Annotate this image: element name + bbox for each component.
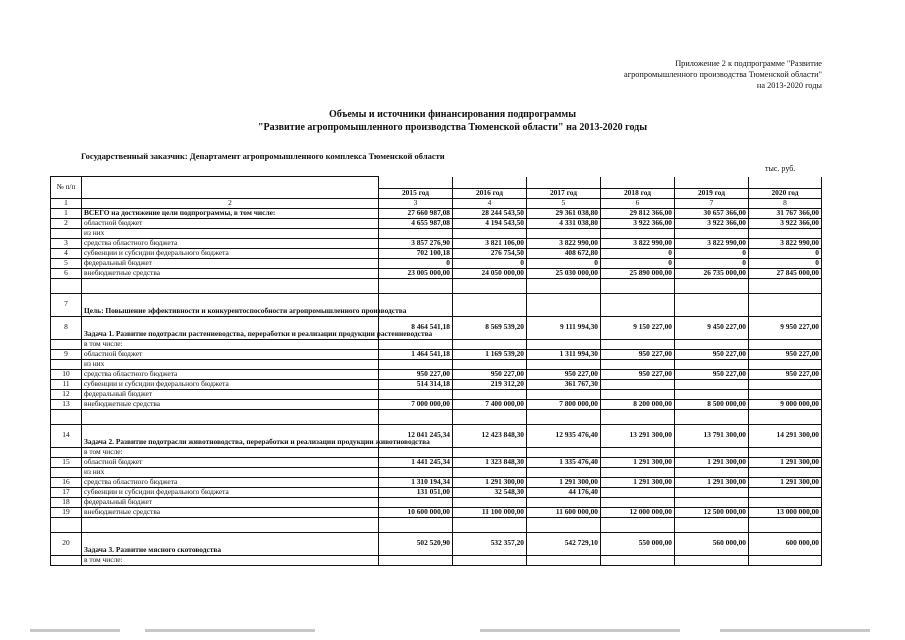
value-cell: 1 310 194,34 xyxy=(379,477,453,487)
row-number: 11 xyxy=(51,379,82,389)
value-cell: 12 000 000,00 xyxy=(601,507,675,517)
value-cell: 276 754,50 xyxy=(453,248,527,258)
column-number: 3 xyxy=(379,198,453,208)
value-cell: 25 890 000,00 xyxy=(601,268,675,278)
col-num-header: № п/п xyxy=(51,177,82,199)
value-cell: 9 150 227,00 xyxy=(601,316,675,339)
value-cell: 14 291 300,00 xyxy=(749,424,822,447)
value-cell: 950 227,00 xyxy=(749,349,822,359)
value-cell: 9 111 994,30 xyxy=(527,316,601,339)
value-cell: 3 821 106,00 xyxy=(453,238,527,248)
value-cell: 4 331 038,80 xyxy=(527,218,601,228)
row-number: 2 xyxy=(51,218,82,228)
value-cell: 1 335 476,40 xyxy=(527,457,601,467)
value-cell: 7 400 000,00 xyxy=(453,399,527,409)
value-cell xyxy=(601,379,675,389)
value-cell xyxy=(453,447,527,457)
value-cell: 8 200 000,00 xyxy=(601,399,675,409)
value-cell: 950 227,00 xyxy=(601,349,675,359)
year-header: 2016 год xyxy=(453,188,527,198)
value-cell: 44 176,40 xyxy=(527,487,601,497)
row-number: 10 xyxy=(51,369,82,379)
value-cell xyxy=(527,389,601,399)
value-cell: 131 051,00 xyxy=(379,487,453,497)
value-cell: 3 822 990,00 xyxy=(675,238,749,248)
spacer-row xyxy=(51,278,822,293)
value-cell: 0 xyxy=(749,258,822,268)
unit-label: тыс. руб. xyxy=(765,164,796,173)
value-cell: 3 857 276,90 xyxy=(379,238,453,248)
appendix-line: на 2013-2020 годы xyxy=(756,81,822,90)
value-cell xyxy=(749,487,822,497)
value-cell: 550 000,00 xyxy=(601,532,675,555)
table-row xyxy=(51,369,822,379)
value-cell xyxy=(675,447,749,457)
value-cell: 0 xyxy=(601,258,675,268)
value-cell xyxy=(527,447,601,457)
value-cell xyxy=(453,228,527,238)
row-number xyxy=(51,447,82,457)
row-label: из них xyxy=(82,467,379,477)
value-cell xyxy=(527,359,601,369)
value-cell xyxy=(453,389,527,399)
row-number: 9 xyxy=(51,349,82,359)
value-cell xyxy=(601,555,675,565)
table-row xyxy=(51,447,822,457)
value-cell xyxy=(601,228,675,238)
value-cell: 514 314,18 xyxy=(379,379,453,389)
value-cell: 10 600 000,00 xyxy=(379,507,453,517)
row-label: из них xyxy=(82,359,379,369)
table-row xyxy=(51,555,822,565)
value-cell xyxy=(675,467,749,477)
value-cell: 11 100 000,00 xyxy=(453,507,527,517)
value-cell xyxy=(379,389,453,399)
row-number xyxy=(51,339,82,349)
value-cell xyxy=(675,359,749,369)
table-row xyxy=(51,258,822,268)
table-body xyxy=(51,208,822,565)
column-number: 1 xyxy=(51,198,82,208)
value-cell: 3 822 990,00 xyxy=(749,238,822,248)
value-cell: 31 767 366,00 xyxy=(749,208,822,218)
value-cell: 13 000 000,00 xyxy=(749,507,822,517)
value-cell: 950 227,00 xyxy=(601,369,675,379)
value-cell: 0 xyxy=(675,258,749,268)
value-cell: 502 520,90 xyxy=(379,532,453,555)
row-number: 14 xyxy=(51,424,82,447)
value-cell xyxy=(453,497,527,507)
header-row xyxy=(51,177,822,189)
row-label: внебюджетные средства xyxy=(82,399,379,409)
row-number: 1 xyxy=(51,208,82,218)
value-cell xyxy=(379,555,453,565)
value-cell: 25 030 000,00 xyxy=(527,268,601,278)
value-cell: 28 244 543,50 xyxy=(453,208,527,218)
value-cell: 950 227,00 xyxy=(675,349,749,359)
table-row xyxy=(51,293,822,316)
row-label: федеральный бюджет xyxy=(82,389,379,399)
value-cell xyxy=(601,467,675,477)
value-cell xyxy=(527,555,601,565)
value-cell: 3 822 990,00 xyxy=(527,238,601,248)
value-cell: 950 227,00 xyxy=(675,369,749,379)
row-label: субвенции и субсидии федерального бюджета xyxy=(82,487,379,497)
year-header: 2020 год xyxy=(749,188,822,198)
row-label: в том числе: xyxy=(82,339,379,349)
scan-artifact xyxy=(30,629,120,632)
row-number xyxy=(51,228,82,238)
row-number: 13 xyxy=(51,399,82,409)
value-cell: 24 050 000,00 xyxy=(453,268,527,278)
value-cell: 30 657 366,00 xyxy=(675,208,749,218)
value-cell: 1 291 300,00 xyxy=(675,457,749,467)
row-label: субвенции и субсидии федерального бюджета xyxy=(82,379,379,389)
value-cell xyxy=(749,555,822,565)
table-row xyxy=(51,339,822,349)
value-cell xyxy=(601,293,675,316)
value-cell: 1 311 994,30 xyxy=(527,349,601,359)
value-cell xyxy=(601,447,675,457)
scan-artifact xyxy=(480,629,680,632)
document-title xyxy=(0,109,905,134)
value-cell: 950 227,00 xyxy=(453,369,527,379)
value-cell xyxy=(675,293,749,316)
column-number: 6 xyxy=(601,198,675,208)
value-cell: 1 291 300,00 xyxy=(749,477,822,487)
column-number: 2 xyxy=(82,198,379,208)
value-cell xyxy=(379,467,453,477)
value-cell: 8 569 539,20 xyxy=(453,316,527,339)
row-label: областной бюджет xyxy=(82,218,379,228)
value-cell: 1 291 300,00 xyxy=(527,477,601,487)
table-row xyxy=(51,218,822,228)
row-label: областной бюджет xyxy=(82,457,379,467)
value-cell: 29 812 366,00 xyxy=(601,208,675,218)
value-cell: 4 194 543,50 xyxy=(453,218,527,228)
value-cell: 0 xyxy=(675,248,749,258)
table-row xyxy=(51,238,822,248)
value-cell xyxy=(379,339,453,349)
title-line: Объемы и источники финансирования подпрограммы xyxy=(328,109,577,120)
year-header: 2018 год xyxy=(601,188,675,198)
value-cell xyxy=(749,379,822,389)
value-cell: 1 291 300,00 xyxy=(749,457,822,467)
value-cell xyxy=(527,228,601,238)
value-cell: 3 922 366,00 xyxy=(749,218,822,228)
value-cell: 600 000,00 xyxy=(749,532,822,555)
column-number: 8 xyxy=(749,198,822,208)
value-cell: 0 xyxy=(379,258,453,268)
value-cell: 219 312,20 xyxy=(453,379,527,389)
value-cell xyxy=(379,447,453,457)
value-cell: 1 291 300,00 xyxy=(601,457,675,467)
year-header: 2015 год xyxy=(379,188,453,198)
value-cell xyxy=(453,293,527,316)
row-number: 6 xyxy=(51,268,82,278)
value-cell: 12 935 476,40 xyxy=(527,424,601,447)
row-label: из них xyxy=(82,228,379,238)
row-label: в том числе: xyxy=(82,555,379,565)
value-cell xyxy=(601,389,675,399)
value-cell: 542 729,10 xyxy=(527,532,601,555)
value-cell xyxy=(749,359,822,369)
row-number: 4 xyxy=(51,248,82,258)
row-label: Цель: Повышение эффективности и конкурентоспособности агропромышленного производства xyxy=(82,293,379,316)
value-cell: 13 291 300,00 xyxy=(601,424,675,447)
appendix-line: Приложение 2 к подпрограмме "Развитие xyxy=(675,59,822,68)
row-label: средства областного бюджета xyxy=(82,369,379,379)
row-label: областной бюджет xyxy=(82,349,379,359)
table-row xyxy=(51,532,822,555)
row-label: ВСЕГО на достижение цели подпрограммы, в том числе: xyxy=(82,208,379,218)
row-number xyxy=(51,555,82,565)
column-number: 4 xyxy=(453,198,527,208)
row-number: 3 xyxy=(51,238,82,248)
row-label: в том числе: xyxy=(82,447,379,457)
value-cell xyxy=(675,379,749,389)
table-row xyxy=(51,208,822,218)
value-cell: 361 767,30 xyxy=(527,379,601,389)
value-cell: 3 922 366,00 xyxy=(601,218,675,228)
value-cell: 8 500 000,00 xyxy=(675,399,749,409)
value-cell: 0 xyxy=(527,258,601,268)
value-cell xyxy=(601,359,675,369)
value-cell: 1 464 541,18 xyxy=(379,349,453,359)
scan-artifact xyxy=(145,629,315,632)
table-row xyxy=(51,399,822,409)
value-cell: 7 800 000,00 xyxy=(527,399,601,409)
table-row xyxy=(51,316,822,339)
value-cell: 8 464 541,18 xyxy=(379,316,453,339)
value-cell xyxy=(749,293,822,316)
table-row xyxy=(51,507,822,517)
appendix-note xyxy=(522,58,822,91)
scan-artifact xyxy=(720,629,870,632)
value-cell: 702 100,18 xyxy=(379,248,453,258)
value-cell: 1 291 300,00 xyxy=(675,477,749,487)
value-cell: 408 672,80 xyxy=(527,248,601,258)
value-cell: 3 822 990,00 xyxy=(601,238,675,248)
value-cell: 27 660 987,08 xyxy=(379,208,453,218)
row-label: внебюджетные средства xyxy=(82,268,379,278)
row-label: субвенции и субсидии федерального бюджета xyxy=(82,248,379,258)
value-cell: 1 323 848,30 xyxy=(453,457,527,467)
row-number: 16 xyxy=(51,477,82,487)
value-cell: 29 361 038,80 xyxy=(527,208,601,218)
table-row xyxy=(51,457,822,467)
value-cell: 0 xyxy=(601,248,675,258)
value-cell: 0 xyxy=(453,258,527,268)
value-cell xyxy=(453,359,527,369)
value-cell: 0 xyxy=(749,248,822,258)
value-cell xyxy=(601,487,675,497)
value-cell xyxy=(675,497,749,507)
value-cell: 23 005 000,00 xyxy=(379,268,453,278)
table-row xyxy=(51,487,822,497)
value-cell xyxy=(675,555,749,565)
row-label: средства областного бюджета xyxy=(82,238,379,248)
row-number xyxy=(51,467,82,477)
row-number: 19 xyxy=(51,507,82,517)
value-cell: 32 548,30 xyxy=(453,487,527,497)
value-cell: 950 227,00 xyxy=(527,369,601,379)
value-cell: 12 041 245,34 xyxy=(379,424,453,447)
value-cell: 950 227,00 xyxy=(379,369,453,379)
value-cell: 1 441 245,34 xyxy=(379,457,453,467)
spacer-row xyxy=(51,517,822,532)
row-label: Задача 2. Развитие подотрасли животноводства, переработки и реализации продукции животноводства xyxy=(82,424,379,447)
spacer-row xyxy=(51,409,822,424)
row-label: федеральный бюджет xyxy=(82,258,379,268)
value-cell xyxy=(601,497,675,507)
value-cell: 12 423 848,30 xyxy=(453,424,527,447)
value-cell: 4 655 987,08 xyxy=(379,218,453,228)
value-cell: 26 735 000,00 xyxy=(675,268,749,278)
row-number: 8 xyxy=(51,316,82,339)
value-cell xyxy=(749,497,822,507)
row-number: 20 xyxy=(51,532,82,555)
table-row xyxy=(51,268,822,278)
table-row xyxy=(51,228,822,238)
value-cell: 7 000 000,00 xyxy=(379,399,453,409)
row-label: Задача 3. Развитие мясного скотоводства xyxy=(82,532,379,555)
value-cell xyxy=(527,293,601,316)
row-number: 5 xyxy=(51,258,82,268)
row-label: средства областного бюджета xyxy=(82,477,379,487)
table-row xyxy=(51,248,822,258)
column-number: 7 xyxy=(675,198,749,208)
value-cell xyxy=(675,228,749,238)
value-cell xyxy=(601,339,675,349)
value-cell: 11 600 000,00 xyxy=(527,507,601,517)
value-cell xyxy=(675,487,749,497)
value-cell: 560 000,00 xyxy=(675,532,749,555)
value-cell: 1 169 539,20 xyxy=(453,349,527,359)
value-cell: 1 291 300,00 xyxy=(453,477,527,487)
appendix-line: агропромышленного производства Тюменской области" xyxy=(624,70,822,79)
value-cell xyxy=(749,467,822,477)
row-number: 7 xyxy=(51,293,82,316)
value-cell: 9 000 000,00 xyxy=(749,399,822,409)
column-number: 5 xyxy=(527,198,601,208)
table-row xyxy=(51,379,822,389)
row-number: 15 xyxy=(51,457,82,467)
row-label: Задача 1. Развитие подотрасли растениеводства, переработки и реализации продукции растениеводства xyxy=(82,316,379,339)
row-number: 12 xyxy=(51,389,82,399)
value-cell xyxy=(527,497,601,507)
value-cell xyxy=(379,497,453,507)
value-cell xyxy=(527,339,601,349)
value-cell: 9 450 227,00 xyxy=(675,316,749,339)
value-cell xyxy=(749,389,822,399)
table-row xyxy=(51,359,822,369)
value-cell xyxy=(379,359,453,369)
state-customer: Государственный заказчик: Департамент агропромышленного комплекса Тюменской области xyxy=(81,151,445,161)
value-cell xyxy=(749,228,822,238)
value-cell: 27 845 000,00 xyxy=(749,268,822,278)
title-line: "Развитие агропромышленного производства Тюменской области" на 2013-2020 годы xyxy=(257,121,648,133)
value-cell: 13 791 300,00 xyxy=(675,424,749,447)
value-cell: 532 357,20 xyxy=(453,532,527,555)
year-header: 2017 год xyxy=(527,188,601,198)
table-row xyxy=(51,389,822,399)
col-label-header xyxy=(82,177,379,199)
value-cell xyxy=(453,555,527,565)
value-cell xyxy=(527,467,601,477)
value-cell xyxy=(379,228,453,238)
value-cell xyxy=(675,339,749,349)
table-row xyxy=(51,424,822,447)
table-row xyxy=(51,477,822,487)
value-cell xyxy=(749,447,822,457)
value-cell: 12 500 000,00 xyxy=(675,507,749,517)
row-number: 17 xyxy=(51,487,82,497)
value-cell: 950 227,00 xyxy=(749,369,822,379)
value-cell xyxy=(453,467,527,477)
value-cell: 3 922 366,00 xyxy=(675,218,749,228)
value-cell xyxy=(453,339,527,349)
row-number xyxy=(51,359,82,369)
row-label: внебюджетные средства xyxy=(82,507,379,517)
value-cell xyxy=(675,389,749,399)
table-row xyxy=(51,467,822,477)
table-row xyxy=(51,349,822,359)
value-cell: 1 291 300,00 xyxy=(601,477,675,487)
column-number-row xyxy=(51,198,822,208)
value-cell: 9 950 227,00 xyxy=(749,316,822,339)
value-cell xyxy=(749,339,822,349)
year-header: 2019 год xyxy=(675,188,749,198)
row-label: федеральный бюджет xyxy=(82,497,379,507)
table-row xyxy=(51,497,822,507)
row-number: 18 xyxy=(51,497,82,507)
financing-table xyxy=(50,176,822,566)
